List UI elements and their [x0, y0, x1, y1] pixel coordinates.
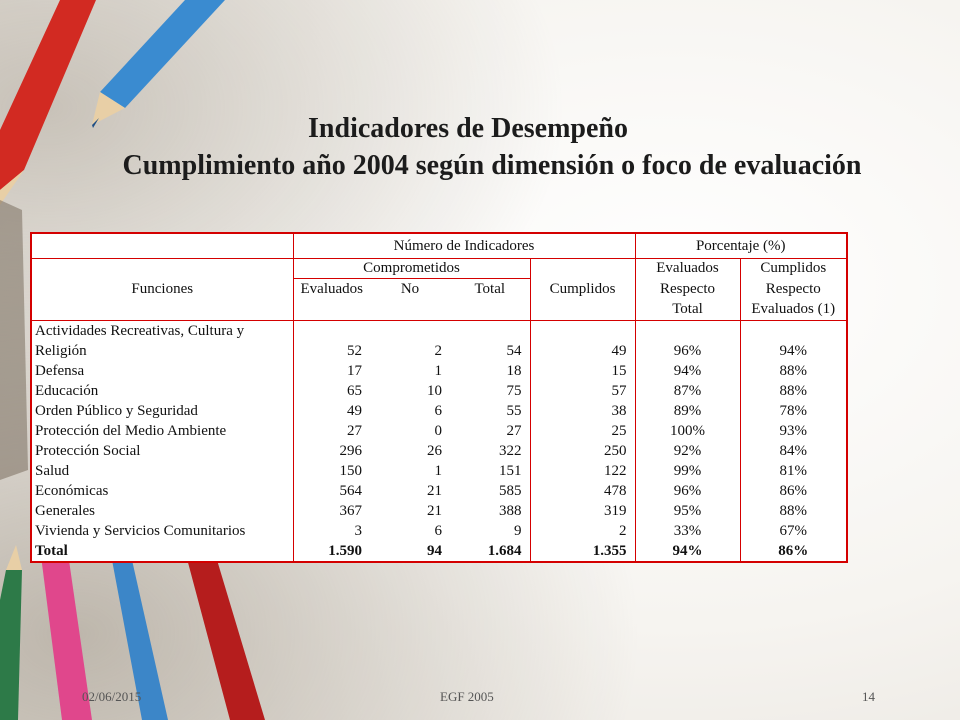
header-empty	[31, 233, 293, 259]
header-pct-eval-line2: Respecto	[635, 279, 740, 300]
row-cumplidos: 49	[530, 341, 635, 361]
row-pct-evaluados: 100%	[635, 421, 740, 441]
row-pct-cumplidos: 88%	[740, 361, 847, 381]
row-evaluados: 49	[293, 401, 370, 421]
blue-pencil-icon	[100, 0, 225, 108]
row-pct-evaluados: 33%	[635, 521, 740, 541]
header-comprometidos: Comprometidos	[293, 259, 530, 279]
table-header-columns	[31, 279, 847, 300]
row-evaluados: 52	[293, 341, 370, 361]
row-pct-cumplidos: 81%	[740, 461, 847, 481]
row-no: 21	[427, 503, 442, 519]
row-label: Vivienda y Servicios Comunitarios	[31, 521, 293, 541]
slide-title: Indicadores de Desempeño	[308, 113, 628, 144]
total-evaluados: 1.590	[293, 541, 370, 562]
row-label: Educación	[31, 381, 293, 401]
row-cumplidos: 57	[530, 381, 635, 401]
header-pct-cump-line1: Cumplidos	[740, 259, 847, 279]
header-numero-indicadores: Número de Indicadores	[293, 233, 635, 259]
row-total: 9	[450, 521, 530, 541]
table-row-label-wrap	[31, 321, 847, 342]
row-cumplidos: 38	[530, 401, 635, 421]
row-total: 27	[450, 421, 530, 441]
row-total: 585	[450, 481, 530, 501]
row-total: 388	[450, 501, 530, 521]
table-header-sub	[31, 259, 847, 279]
footer-center: EGF 2005	[440, 689, 494, 704]
table-row	[31, 381, 847, 401]
row-label-line1: Actividades Recreativas, Cultura y	[31, 321, 293, 342]
table-row	[31, 341, 847, 361]
row-no: 6	[434, 523, 442, 539]
header-pct-eval-line1: Evaluados	[635, 259, 740, 279]
row-total: 54	[450, 341, 530, 361]
row-pct-evaluados: 96%	[635, 341, 740, 361]
row-label: Orden Público y Seguridad	[31, 401, 293, 421]
row-evaluados: 65	[293, 381, 370, 401]
row-evaluados: 27	[293, 421, 370, 441]
total-label: Total	[31, 541, 293, 562]
row-cumplidos: 15	[530, 361, 635, 381]
row-pct-cumplidos: 67%	[740, 521, 847, 541]
row-label: Defensa	[31, 361, 293, 381]
total-total: 1.684	[450, 541, 530, 562]
row-total: 322	[450, 441, 530, 461]
footer-page-number: 14	[862, 689, 875, 704]
row-cumplidos: 25	[530, 421, 635, 441]
table-row	[31, 461, 847, 481]
row-evaluados: 150	[293, 461, 370, 481]
total-cumplidos: 1.355	[530, 541, 635, 562]
row-pct-cumplidos: 88%	[740, 501, 847, 521]
row-cumplidos: 319	[530, 501, 635, 521]
row-no: 0	[434, 423, 442, 439]
row-total: 55	[450, 401, 530, 421]
row-pct-evaluados: 96%	[635, 481, 740, 501]
table-row	[31, 361, 847, 381]
row-evaluados: 296	[293, 441, 370, 461]
table-header-groups	[31, 233, 847, 259]
row-no: 10	[427, 383, 442, 399]
table-row	[31, 441, 847, 461]
header-total: Total	[450, 279, 530, 300]
row-no: 6	[434, 403, 442, 419]
row-pct-evaluados: 92%	[635, 441, 740, 461]
row-label: Económicas	[31, 481, 293, 501]
row-label: Salud	[31, 461, 293, 481]
header-cumplidos: Cumplidos	[530, 279, 635, 300]
row-evaluados: 367	[293, 501, 370, 521]
table-row-total	[31, 541, 847, 562]
row-pct-cumplidos: 93%	[740, 421, 847, 441]
row-evaluados: 17	[293, 361, 370, 381]
header-funciones: Funciones	[31, 279, 293, 300]
row-total: 151	[450, 461, 530, 481]
row-pct-cumplidos: 78%	[740, 401, 847, 421]
row-label: Generales	[31, 501, 293, 521]
row-no: 1	[434, 363, 442, 379]
row-label: Religión	[31, 341, 293, 361]
row-no: 26	[427, 443, 442, 459]
row-cumplidos: 122	[530, 461, 635, 481]
row-pct-evaluados: 95%	[635, 501, 740, 521]
row-cumplidos: 250	[530, 441, 635, 461]
row-pct-cumplidos: 88%	[740, 381, 847, 401]
table-row	[31, 521, 847, 541]
row-pct-evaluados: 99%	[635, 461, 740, 481]
row-no: 1	[434, 463, 442, 479]
header-pct-eval-line3: Total	[635, 299, 740, 321]
total-pct-eval: 94%	[635, 541, 740, 562]
slide-subtitle: Cumplimiento año 2004 según dimensión o foco de evaluación	[122, 150, 862, 181]
total-no: 94	[427, 543, 442, 559]
row-no: 21	[427, 483, 442, 499]
indicators-table	[30, 232, 848, 563]
row-pct-cumplidos: 84%	[740, 441, 847, 461]
total-pct-cump: 86%	[740, 541, 847, 562]
row-evaluados: 3	[293, 521, 370, 541]
table-row	[31, 481, 847, 501]
green-pencil-icon	[0, 570, 22, 720]
row-total: 18	[450, 361, 530, 381]
row-pct-cumplidos: 86%	[740, 481, 847, 501]
header-evaluados: Evaluados	[293, 279, 370, 300]
row-label: Protección Social	[31, 441, 293, 461]
header-no: No	[400, 281, 420, 297]
row-label: Protección del Medio Ambiente	[31, 421, 293, 441]
row-cumplidos: 2	[530, 521, 635, 541]
table-row	[31, 501, 847, 521]
row-pct-evaluados: 87%	[635, 381, 740, 401]
row-no: 2	[434, 343, 442, 359]
row-total: 75	[450, 381, 530, 401]
row-pct-evaluados: 89%	[635, 401, 740, 421]
header-pct-cump-line3: Evaluados (1)	[740, 299, 847, 321]
table-row	[31, 401, 847, 421]
header-porcentaje: Porcentaje (%)	[635, 233, 847, 259]
row-pct-evaluados: 94%	[635, 361, 740, 381]
table-header-last	[31, 299, 847, 321]
row-evaluados: 564	[293, 481, 370, 501]
footer-date: 02/06/2015	[82, 689, 142, 704]
row-cumplidos: 478	[530, 481, 635, 501]
table-row	[31, 421, 847, 441]
header-pct-cump-line2: Respecto	[740, 279, 847, 300]
row-pct-cumplidos: 94%	[740, 341, 847, 361]
